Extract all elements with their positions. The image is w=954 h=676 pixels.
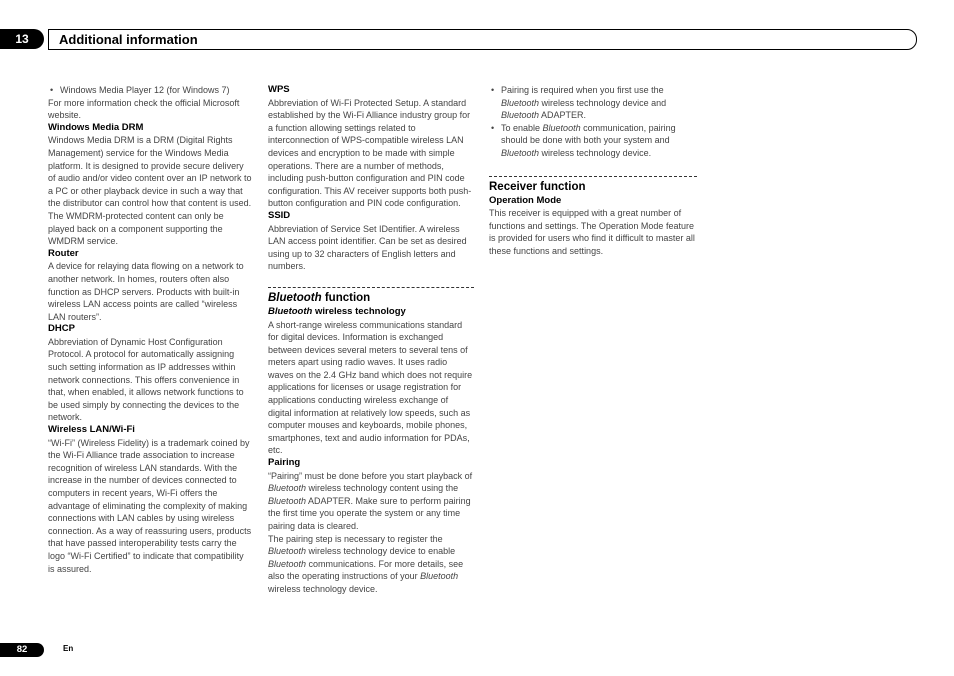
paragraph: A device for relaying data flowing on a network to another network. In homes, routers often also function as DHCP servers. Products with built-in wireless LAN access points are called “wireless LAN routers”. <box>48 261 244 322</box>
section-heading: SSID <box>268 209 291 221</box>
section-heading: WPS <box>268 84 290 95</box>
paragraph: Abbreviation of Service Set IDentifier. A wireless LAN access point identifier. Can be set as desired using up to 32 characters of English letters and numbers. <box>268 223 467 272</box>
list-item: • Pairing is required when you first use the Bluetooth wireless technology device and Bluetooth ADAPTER. <box>489 84 697 122</box>
list-item: • To enable Bluetooth communication, pairing should be done with both your system and Bluetooth wireless technology device. <box>489 122 697 160</box>
chapter-title: Additional information <box>59 32 198 47</box>
section-heading: Wireless LAN/Wi-Fi <box>48 424 135 436</box>
paragraph: A short-range wireless communications standard for digital devices. Information is exchanged between devices several meters to several tens of meters apart using radio waves. It uses radio waves on the 2.4 GHz band which does not require applications for licenses or usage registration for applications conducting wireless exchange of digital information at relatively low speeds, such as computer mouses and keyboards, mobile phones, smartphones, text and audio information for PDAs, etc. <box>268 319 473 456</box>
paragraph: The pairing step is necessary to register the Bluetooth wireless technology device to enable Bluetooth communications. For more details, see also the operating instructions of your Bluetooth wireless technology device. <box>268 533 464 594</box>
section-heading: Pairing <box>268 457 301 469</box>
column-right <box>489 84 697 258</box>
paragraph: “Wi-Fi” (Wireless Fidelity) is a trademark coined by the Wi-Fi Alliance trade association to increase recognition of wireless LAN standards. With the increase in the number of devices connected to computers in recent years, Wi-Fi offers the advantage of eliminating the complexity of making connections with LAN cables by using wireless connection. As a way of reassuring users, products that have passed interoperability tests carry the logo “Wi-Fi Certified” to indicate that compatibility is assured. <box>48 437 252 574</box>
paragraph: “Pairing” must be done before you start playback of Bluetooth wireless technology content using the Bluetooth ADAPTER. Make sure to perform pairing the first time you operate the system or any time pairing data is cleared. <box>268 470 473 531</box>
chapter-header-bar <box>48 29 917 50</box>
section-heading: Router <box>48 247 79 259</box>
paragraph: This receiver is equipped with a great number of functions and settings. The Operation Mode feature is provided for users who find it difficult to master all these functions and settings. <box>489 208 695 256</box>
receiver-section-divider <box>489 176 697 195</box>
page-number: 82 <box>0 643 44 657</box>
column-left <box>48 84 252 575</box>
section-heading: Operation Mode <box>489 194 562 206</box>
paragraph: For more information check the official Microsoft website. <box>48 97 240 121</box>
section-heading: Bluetooth wireless technology <box>268 305 406 317</box>
chapter-number: 13 <box>0 29 44 49</box>
paragraph: Windows Media DRM is a DRM (Digital Rights Management) service for the Windows Media platform. It is designed to provide secure delivery of audio and/or video content over an IP network to a PC or other playback device in such a way that the distributor can control how that content is used. The WMDRM-protected content can only be played back on a component supporting the WMDRM service. <box>48 135 252 247</box>
section-heading: Windows Media DRM <box>48 121 144 133</box>
bluetooth-section-divider <box>268 287 474 306</box>
paragraph: Abbreviation of Wi-Fi Protected Setup. A standard established by the Wi-Fi Alliance industry group for a function allowing settings related to interconnection of WPS-compatible wireless LAN devices and encryption to be made with simple operations. There are a number of methods, including push-button configuration and PIN code configuration. This AV receiver supports both push-button configuration and PIN code configuration. <box>268 97 472 209</box>
section-title: Receiver function <box>489 180 586 193</box>
section-title: Bluetooth function <box>268 291 371 304</box>
language-code: En <box>63 644 74 653</box>
column-middle <box>268 84 474 596</box>
list-item: • Windows Media Player 12 (for Windows 7) <box>48 84 252 97</box>
section-heading: DHCP <box>48 323 75 335</box>
paragraph: Abbreviation of Dynamic Host Configuration Protocol. A protocol for automatically assigning such setting information as IP addresses within network connections. This offers convenience in that, when enabled, it allows network functions to be used simply by connecting the devices to the network. <box>48 336 244 423</box>
